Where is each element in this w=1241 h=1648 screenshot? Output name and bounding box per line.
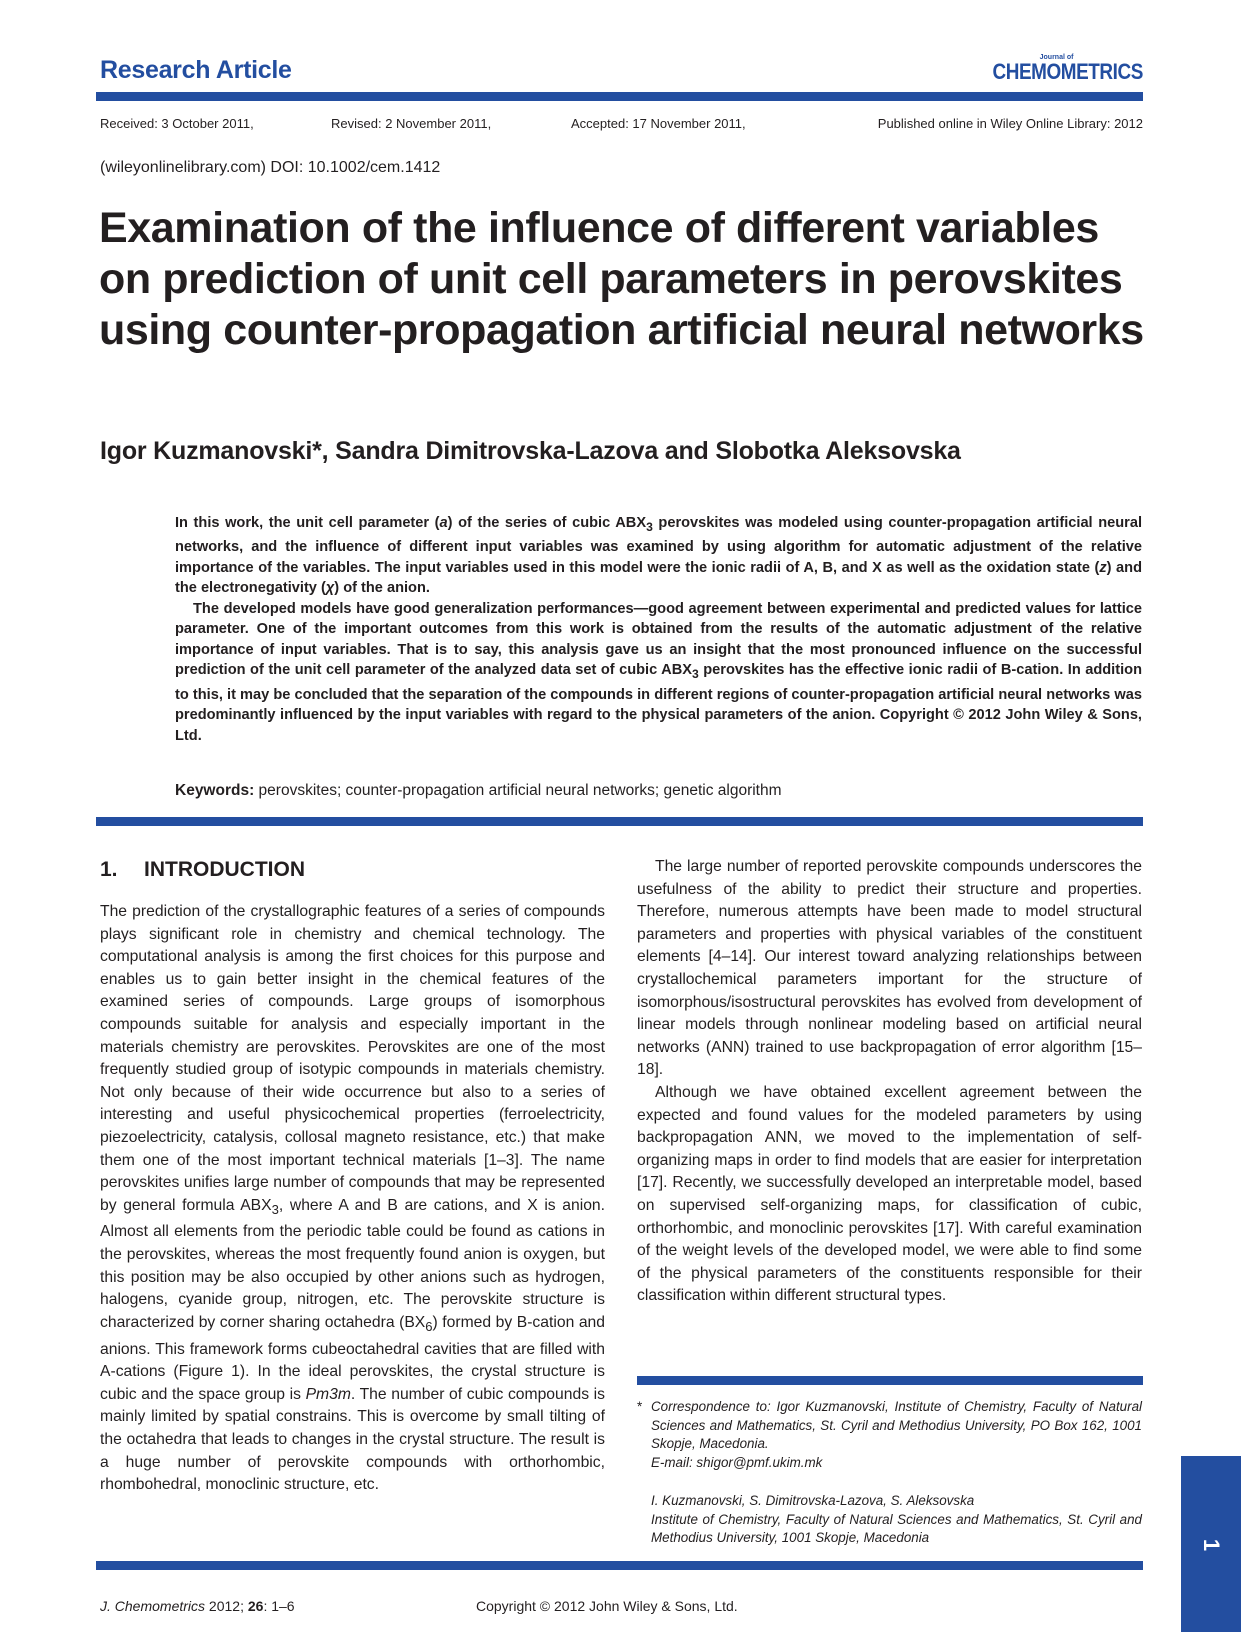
email[interactable]: E-mail: shigor@pmf.ukim.mk — [651, 1454, 823, 1470]
article-type-label: Research Article — [100, 56, 292, 84]
body-paragraph: The large number of reported perovskite compounds underscores the usefulness of the ability to predict their structure and properties. Therefore, numerous attempts have been made to model structural parameters and properties with physical variables of the constituent elements [4–14]. Our interest toward analyzing relationships between crystallochemical parameters important for the structure of isomorphous/isostructural perovskites has evolved from development of linear models through nonlinear modeling based on artificial neural networks (ANN) trained to use backpropagation of error algorithm [15–18]. — [637, 858, 1142, 1079]
body-column-left — [100, 901, 605, 1497]
footnote-marker: * — [637, 1399, 643, 1414]
page-number: 1 — [1199, 1538, 1224, 1552]
body-paragraph: Although we have obtained excellent agreement between the expected and found values for the modeled parameters by using backpropagation ANN, we moved to the implementation of self-organizing maps in order to find models that are easier for interpretation [17]. Recently, we successfully developed an interpretable model, based on supervised self-organizing maps, for classification of cubic, orthorhombic, and monoclinic perovskites [17]. With careful examination of the weight levels of the developed model, we were able to find some of the physical parameters of the constituents responsible for their classification within different structural types. — [637, 1083, 1142, 1305]
keywords-list: perovskites; counter-propagation artificial neural networks; genetic algorithm — [254, 782, 782, 799]
keywords-label: Keywords: — [175, 782, 255, 799]
date-received: Received: 3 October 2011, — [100, 116, 254, 131]
body-paragraph: The prediction of the crystallographic features of a series of compounds plays significant role in chemistry and chemical technology. The computational analysis is among the first choices for this purpose and enables us to gain better insight in the chemical features of the examined series of compounds. Large groups of isomorphous compounds suitable for analysis and especially important in the materials chemistry are perovskites. Perovskites are one of the most frequently studied group of isotypic compounds in materials chemistry. Not only because of their wide occurrence but also to a series of interesting and useful physicochemical properties (ferroelectricity, piezoelectricity, catalysis, collosal magneto resistance, etc.) that make them one of the most important technical materials [1–3]. The name perovskites unifies large number of compounds that may be represented by general formula $ABX_3$, where A and B are cations, and X is anion. Almost all elements from the periodic table could be found as cations in the perovskites, whereas the most frequently found anion is oxygen, but this position may be also occupied by other anions such as hydrogen, halogens, cyanide group, nitrogen, etc. The perovskite structure is characterized by corner sharing octahedra $(BX_6)$ formed by B-cation and anions. This framework forms cubeoctahedral cavities that are filled with A-cations (Figure 1). In the ideal perovskites, the crystal structure is cubic and the space group is Pm3m. The number of cubic compounds is mainly limited by spatial constrains. This is overcome by small tilting of the octahedra that leads to changes in the crystal structure. The result is a huge number of perovskite compounds with orthorhombic, rhombohedral, monoclinic structure, etc. — [100, 903, 606, 1494]
abstract — [175, 513, 1142, 746]
abstract-rule — [96, 817, 1143, 826]
copyright-notice: Copyright © 2012 John Wiley & Sons, Ltd. — [476, 1598, 738, 1614]
footnotes — [637, 1398, 1142, 1548]
date-published: Published online in Wiley Online Library: 2012 — [877, 116, 1143, 131]
section-heading — [100, 858, 305, 882]
page-number-tab — [1181, 1456, 1241, 1632]
correspondence-note: * Correspondence to: Igor Kuzmanovski, Institute of Chemistry, Faculty of Natural Sciences and Mathematics, St. Cyril and Methodius University, PO Box 162, 1001 Skopje, Macedonia. E-mail: shigor@pmf.ukim.mk — [637, 1398, 1142, 1472]
article-title: Examination of the influence of different variables on prediction of unit cell parameters in perovskites using counter-propagation artificial neural networks — [99, 204, 1144, 354]
date-accepted: Accepted: 17 November 2011, — [571, 116, 746, 131]
footer-rule — [96, 1561, 1143, 1570]
section-number: 1. — [100, 858, 118, 881]
doi[interactable]: (wileyonlinelibrary.com) DOI: 10.1002/cem.1412 — [100, 159, 441, 176]
journal-logo — [968, 54, 1143, 83]
footnote-rule — [637, 1376, 1143, 1385]
section-title: INTRODUCTION — [144, 858, 305, 881]
journal-citation: J. Chemometrics 2012; 26: 1–6 — [100, 1598, 295, 1614]
keywords — [175, 782, 782, 800]
journal-logo-name: CHEMOMETRICS — [992, 59, 1143, 84]
journal-logo-prefix: Journal of — [1039, 54, 1074, 61]
header-rule — [96, 92, 1143, 101]
author-list: Igor Kuzmanovski*, Sandra Dimitrovska-Lazova and Slobotka Aleksovska — [100, 437, 961, 465]
date-revised: Revised: 2 November 2011, — [331, 116, 492, 131]
abstract-paragraph: The developed models have good generalization performances—good agreement between experimental and predicted values for lattice parameter. One of the important outcomes from this work is obtained from the results of the automatic adjustment of the relative importance of input variables. That is to say, this analysis gave us an insight that the most pronounced influence on the successful prediction of the unit cell parameter of the analyzed data set of cubic $ABX_3$ perovskites has the effective ionic radii of B-cation. In addition to this, it may be concluded that the separation of the compounds in different regions of counter-propagation artificial neural networks was predominantly influenced by the input variables with regard to the physical parameters of the anion. Copyright © 2012 John Wiley & Sons, Ltd. — [175, 600, 1142, 744]
abstract-paragraph: In this work, the unit cell parameter (a) of the series of cubic $ABX_3$ perovskites was modeled using counter-propagation artificial neural networks, and the influence of different input variables was examined by using algorithm for automatic adjustment of the relative importance of the variables. The input variables used in this model were the ionic radii of A, B, and X as well as the oxidation state (z) and the electronegativity (χ) of the anion. — [175, 515, 1142, 597]
affiliation-note: I. Kuzmanovski, S. Dimitrovska-Lazova, S. Aleksovska Institute of Chemistry, Faculty of Natural Sciences and Mathematics, St. Cyril and Methodius University, 1001 Skopje, Macedonia — [651, 1493, 1142, 1545]
body-column-right — [637, 856, 1142, 1308]
